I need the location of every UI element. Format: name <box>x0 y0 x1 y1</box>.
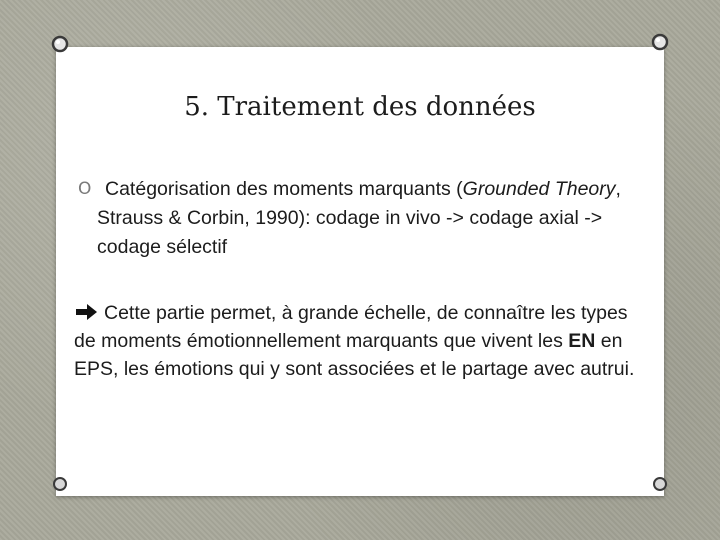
slide-title: 5. Traitement des données <box>184 92 536 122</box>
conclusion-paragraph <box>74 299 644 383</box>
bullet-item <box>80 175 650 262</box>
conclusion-bold: EN <box>568 330 596 352</box>
bullet-text <box>80 175 650 262</box>
tack-icon <box>50 34 70 54</box>
arrow-right-icon <box>74 303 98 321</box>
tack-icon <box>50 474 70 494</box>
bullet-marker: O <box>78 179 92 199</box>
bullet-emphasis: Grounded Theory <box>462 178 616 200</box>
conclusion-lead: Cette partie permet, à grande échelle, de connaître les types de moments émotionnellement marquants que vivent les <box>74 302 628 352</box>
tack-icon <box>650 474 670 494</box>
conclusion-rest: en EPS, les émotions qui y sont associées et le partage avec autrui. <box>74 330 635 380</box>
bullet-rest: , Strauss & Corbin, 1990): codage in vivo -> codage axial -> codage sélectif <box>97 178 621 258</box>
bullet-lead: Catégorisation des moments marquants ( <box>105 178 463 200</box>
tack-icon <box>650 32 670 52</box>
